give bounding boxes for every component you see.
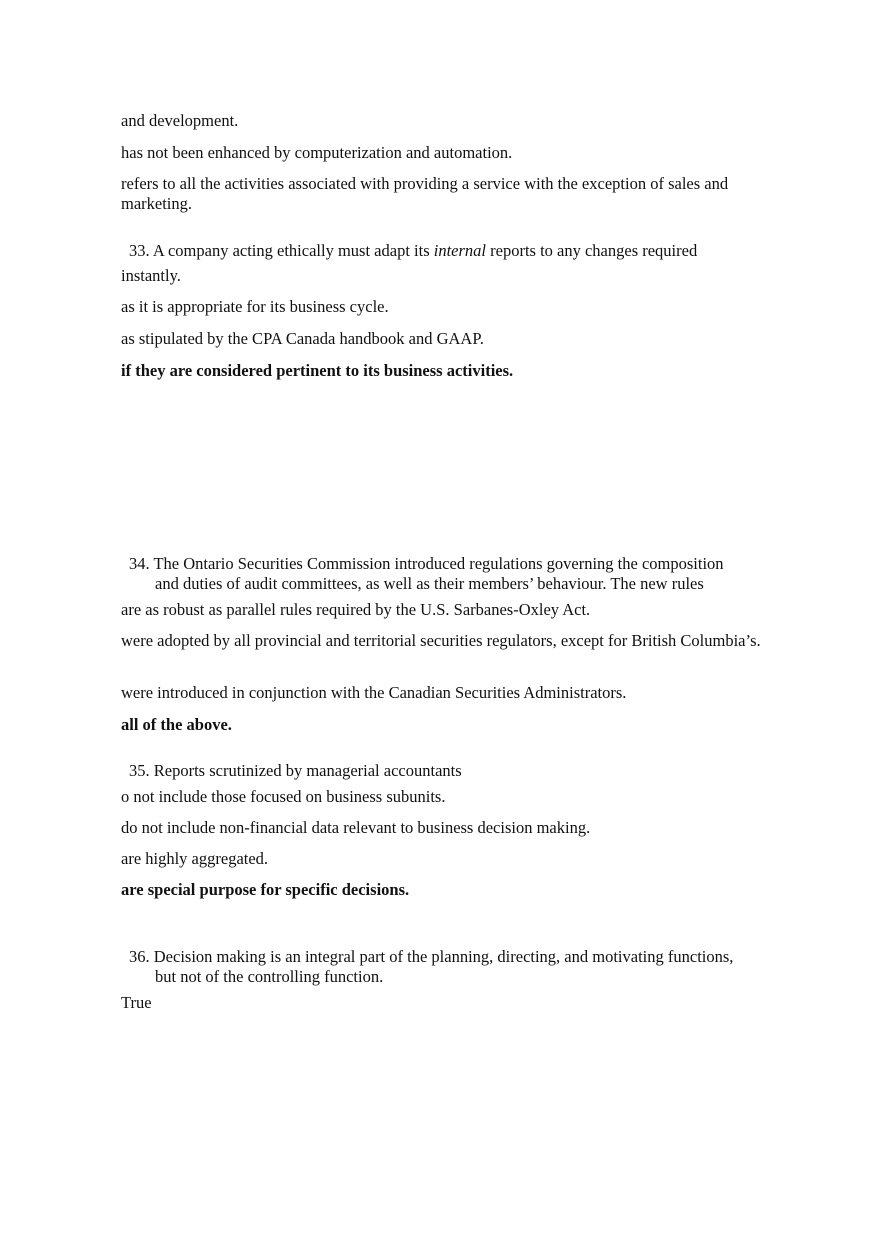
q33-stem-italic: internal <box>433 241 486 260</box>
q33-option-d-answer: if they are considered pertinent to its business activities. <box>121 361 514 380</box>
q32-option-d: has not been enhanced by computerization and automation. <box>121 143 513 162</box>
q35-option-c: are highly aggregated. <box>121 849 269 868</box>
q35-option-a: o not include those focused on business subunits. <box>121 787 446 806</box>
q32-option-c: and development. <box>121 111 239 130</box>
q36-number: 36. <box>129 947 150 966</box>
q33-stem-before: A company acting ethically must adapt its <box>152 241 434 260</box>
q33-option-a: instantly. <box>121 266 181 285</box>
q35-option-d-answer: are special purpose for specific decisions. <box>121 880 410 899</box>
q36-stem <box>129 947 769 987</box>
q33-stem-after: reports to any changes required <box>486 241 698 260</box>
q34-option-b: were adopted by all provincial and territorial securities regulators, except for British Columbia’s. <box>121 631 761 650</box>
q35-stem-text: Reports scrutinized by managerial accountants <box>153 761 462 780</box>
q35-number: 35. <box>129 761 150 780</box>
q33-number: 33. <box>129 241 150 260</box>
q35-stem <box>129 761 769 781</box>
q34-stem-line1: The Ontario Securities Commission introduced regulations governing the composition <box>153 554 724 573</box>
q36-answer: True <box>121 993 152 1012</box>
q35-option-b: do not include non-financial data relevant to business decision making. <box>121 818 591 837</box>
q34-option-a: are as robust as parallel rules required by the U.S. Sarbanes-Oxley Act. <box>121 600 591 619</box>
q33-stem <box>129 241 769 261</box>
q36-stem-line1: Decision making is an integral part of the planning, directing, and motivating functions, <box>153 947 734 966</box>
q34-stem <box>129 554 769 594</box>
q34-number: 34. <box>129 554 150 573</box>
q34-stem-line2: and duties of audit committees, as well as their members’ behaviour. The new rules <box>155 574 704 593</box>
q33-option-b: as it is appropriate for its business cycle. <box>121 297 389 316</box>
q33-option-c: as stipulated by the CPA Canada handbook and GAAP. <box>121 329 484 348</box>
q36-stem-line2: but not of the controlling function. <box>155 967 384 986</box>
q34-option-c: were introduced in conjunction with the Canadian Securities Administrators. <box>121 683 627 702</box>
q34-option-d-answer: all of the above. <box>121 715 232 734</box>
q32-option-e: refers to all the activities associated with providing a service with the exception of sales and marketing. <box>121 174 729 213</box>
